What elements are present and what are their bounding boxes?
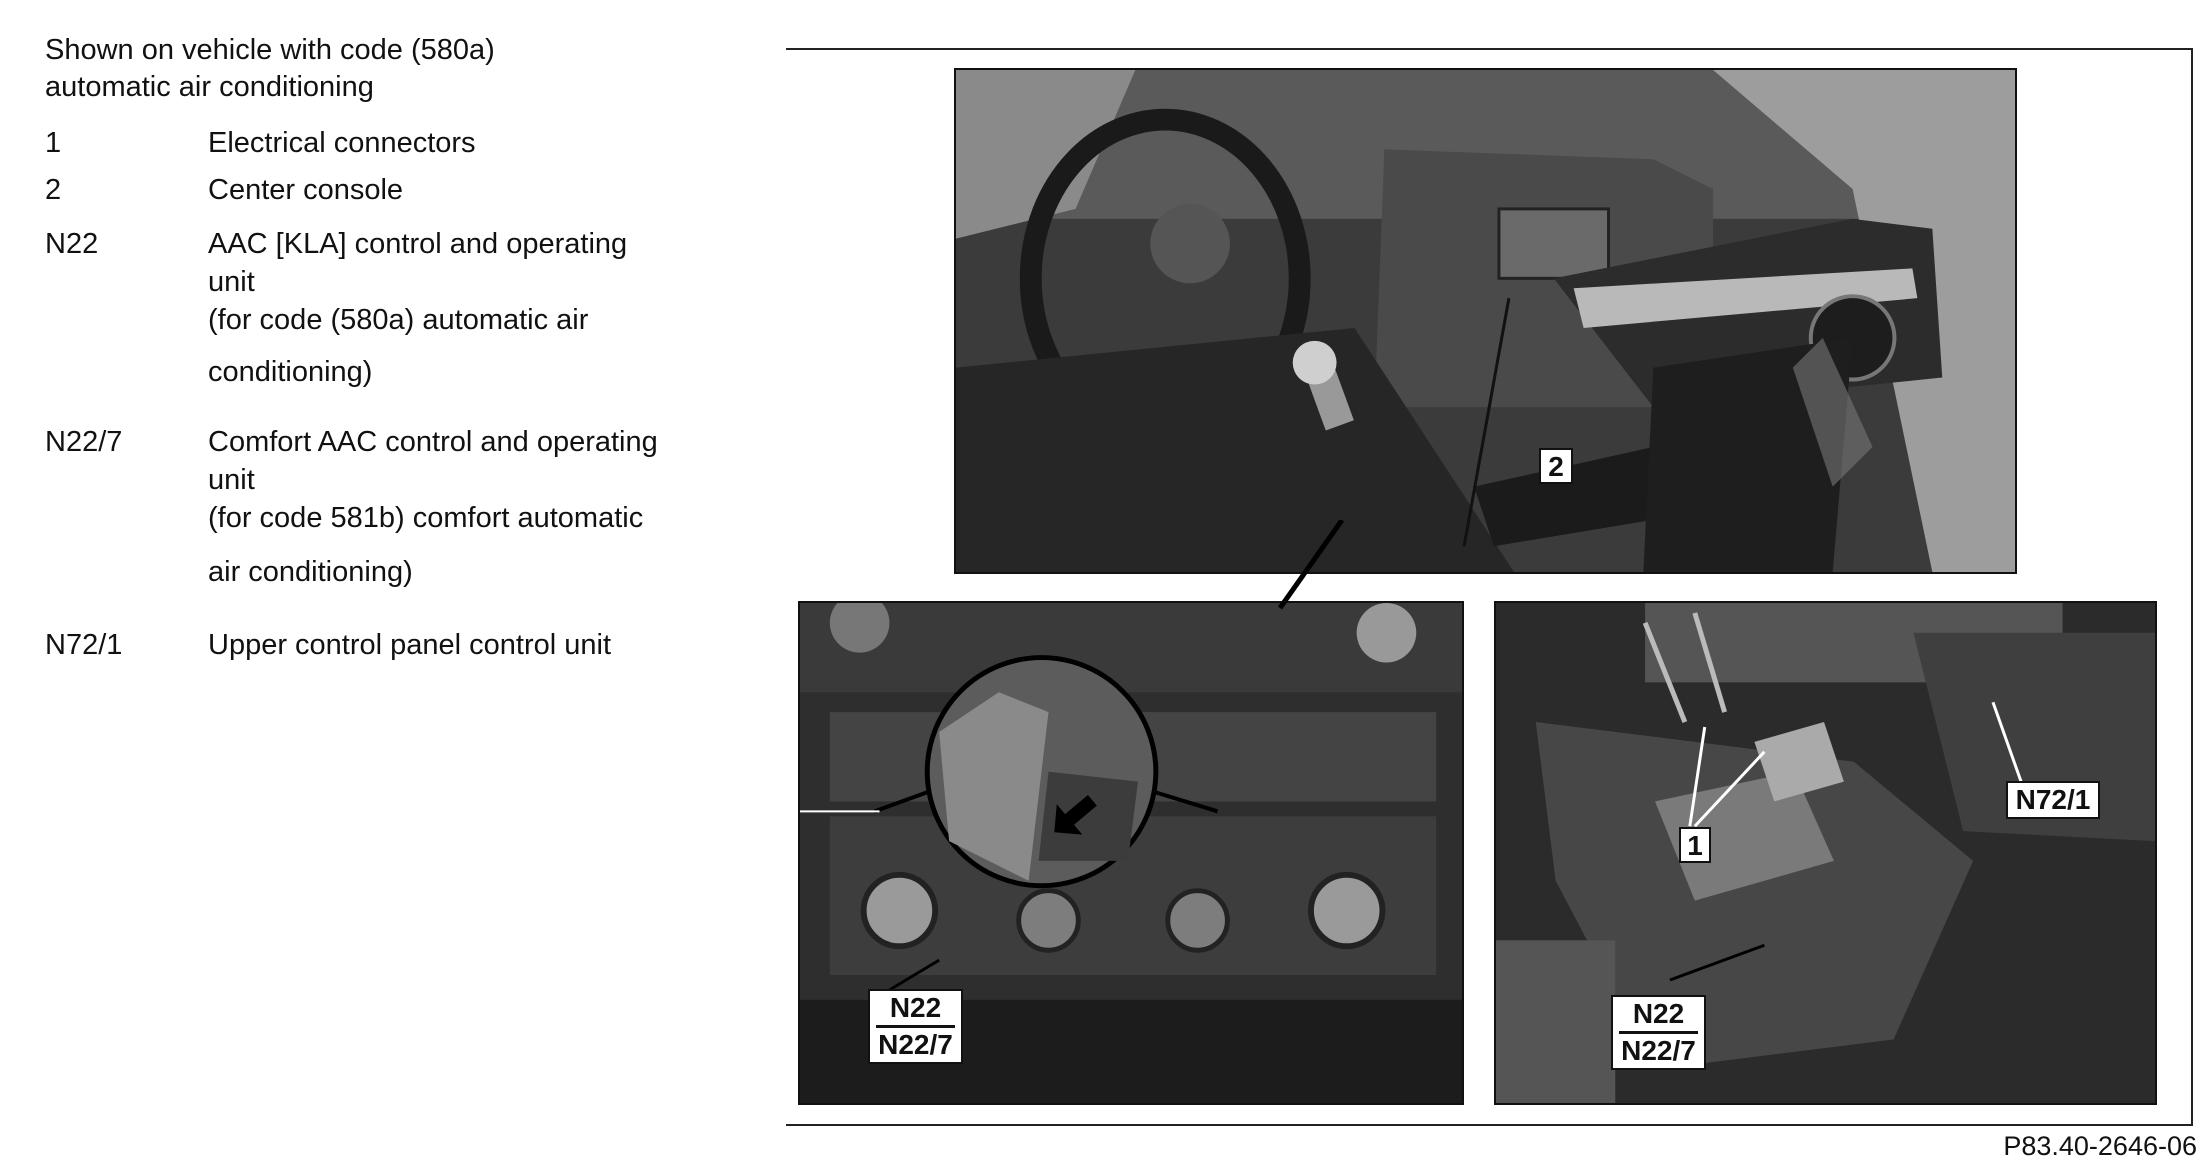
- callout-1: [1679, 827, 1711, 863]
- callout-label-n22-7: N22/7: [1621, 1035, 1696, 1066]
- removed-unit-photo: [1494, 601, 2157, 1105]
- legend-line: (for code 581b) comfort automatic: [208, 502, 644, 534]
- callout-label-n22: N22: [1632, 998, 1685, 1029]
- intro-line-1: Shown on vehicle with code (580a): [45, 34, 495, 66]
- legend-description: [208, 172, 728, 209]
- legend-line: Center console: [208, 174, 404, 206]
- callout-label: N72/1: [2015, 784, 2091, 815]
- legend-description: [208, 125, 728, 162]
- legend-line: Upper control panel control unit: [208, 629, 612, 661]
- callout-label: 1: [1687, 830, 1703, 861]
- legend-line: Electrical connectors: [208, 127, 476, 159]
- callout-divider: [1619, 1031, 1698, 1034]
- legend-line: air conditioning): [208, 556, 413, 588]
- legend-code: N22/7: [45, 426, 123, 458]
- legend-code: 1: [45, 127, 62, 159]
- callout-label-n22-7: N22/7: [878, 1029, 953, 1060]
- callout-n72-1: [2006, 781, 2100, 819]
- legend-line: AAC [KLA] control and operating: [208, 228, 628, 260]
- legend-line: (for code (580a) automatic air: [208, 304, 589, 336]
- legend-code: N22: [45, 228, 99, 260]
- legend-code: 2: [45, 174, 62, 206]
- legend-description: [208, 627, 728, 664]
- callout-label: 2: [1548, 451, 1564, 482]
- control-panel-photo: [798, 601, 1464, 1105]
- figure-reference: P83.40-2646-06: [2003, 1131, 2197, 1161]
- callout-2: [1539, 448, 1573, 484]
- legend-line: conditioning): [208, 356, 373, 388]
- legend-line: Comfort AAC control and operating: [208, 426, 658, 458]
- callout-n22-n22-7: [1611, 995, 1706, 1070]
- pointer-line: [1270, 520, 1350, 610]
- callout-label-n22: N22: [889, 992, 942, 1023]
- legend-code: N72/1: [45, 629, 123, 661]
- intro-line-2: automatic air conditioning: [45, 71, 374, 103]
- callout-n22-n22-7: [868, 989, 963, 1064]
- interior-photo: [954, 68, 2017, 574]
- legend-line: unit: [208, 266, 255, 298]
- callout-divider: [876, 1025, 955, 1028]
- intro-text: [45, 32, 495, 106]
- legend-line: unit: [208, 464, 255, 496]
